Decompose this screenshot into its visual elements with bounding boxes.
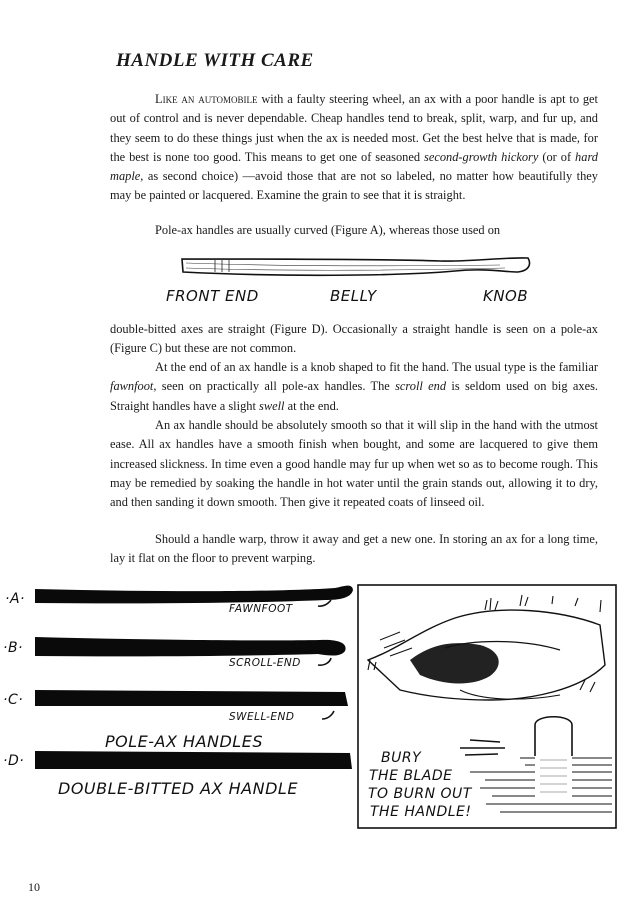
emphasis-fawnfoot: fawnfoot, bbox=[110, 379, 157, 394]
ax-handle-drawing bbox=[182, 258, 530, 275]
figure-label-d: ·D· bbox=[3, 753, 25, 769]
bury-caption-line-2: THE BLADE bbox=[369, 768, 453, 784]
paragraph-text: is seldom used on big axes. Straight handles have a slight bbox=[110, 379, 598, 413]
paragraph-text: as second choice) —avoid those that are not so labeled, no matter how beautifully they may be painted or lacquered. Examine the grain to see that it is straight. bbox=[110, 169, 598, 203]
paragraph-text: (or of bbox=[538, 149, 576, 164]
bury-caption-line-4: THE HANDLE! bbox=[370, 804, 472, 820]
emphasis-swell: swell bbox=[259, 398, 285, 413]
paragraph-warping: Should a handle warp, throw it away and get a new one. In storing an ax for a long time, lay it flat on the floor to prevent warping. bbox=[110, 532, 598, 566]
handle-diagram bbox=[166, 258, 530, 305]
label-belly: BELLY bbox=[330, 287, 377, 305]
paragraph-pole-ax: Pole-ax handles are usually curved (Figure A), whereas those used on bbox=[155, 223, 501, 237]
paragraph-pole-ax-continued: double-bitted axes are straight (Figure D). Occasionally a straight handle is seen on a pole-ax (Figure C) but these are not common. bbox=[110, 322, 598, 356]
caption-pole-ax-handles: POLE-AX HANDLES bbox=[105, 732, 263, 751]
label-front-end: FRONT END bbox=[166, 287, 259, 305]
paragraph-text: with a faulty steering wheel, an ax with a poor handle is apt to get out of control and is never dependable. Cheap handles tend to break, split, warp, and fur up, and they seem to do these things just when the ax is needed most. Get the best helve that is made, for the best is none too good. This means to get one of seasoned bbox=[110, 92, 598, 164]
handle-swell-end-drawing bbox=[35, 690, 348, 706]
lead-in: Like an automobile bbox=[155, 92, 258, 106]
figure-label-c: ·C· bbox=[3, 692, 24, 708]
paragraph-knob bbox=[110, 358, 598, 416]
label-scroll-end: SCROLL-END bbox=[229, 657, 301, 669]
label-fawnfoot: FAWNFOOT bbox=[229, 603, 293, 615]
paragraph-text: At the end of an ax handle is a knob shaped to fit the hand. The usual type is the familiar bbox=[155, 360, 598, 374]
paragraph-smoothness: An ax handle should be absolutely smooth so that it will slip in the hand with the utmost ease. All ax handles have a smooth finish when bought, and some are lacquered to give them increased slickness. In time even a good handle may fur up when wet so as to become rough. This may be remedied by soaking the handle in hot water until the grain stands out, allowing it to dry, and then sanding it down smooth. Then give it repeated coats of linseed oil. bbox=[110, 418, 598, 510]
figure-label-a: ·A· bbox=[5, 591, 25, 607]
paragraph-text: at the end. bbox=[284, 398, 339, 413]
label-knob: KNOB bbox=[483, 287, 529, 305]
emphasis-scroll-end: scroll end bbox=[395, 379, 447, 394]
handle-double-bitted-drawing bbox=[35, 751, 352, 769]
page-number: 10 bbox=[28, 880, 40, 894]
caption-double-bitted-handle: DOUBLE-BITTED AX HANDLE bbox=[58, 779, 298, 798]
emphasis-hickory: second-growth hickory bbox=[424, 149, 539, 164]
bury-caption-line-3: TO BURN OUT bbox=[368, 786, 472, 802]
paragraph-text: seen on practically all pole-ax handles. The bbox=[156, 379, 396, 394]
handle-fawnfoot-drawing bbox=[35, 586, 353, 604]
handle-scroll-end-drawing bbox=[35, 637, 346, 656]
label-swell-end: SWELL-END bbox=[229, 711, 295, 723]
page-title: HANDLE WITH CARE bbox=[116, 50, 314, 71]
emphasis-maple: hard maple, bbox=[110, 149, 598, 184]
bury-caption-line-1: BURY bbox=[381, 750, 422, 766]
figure-label-b: ·B· bbox=[3, 640, 24, 656]
bury-blade-illustration bbox=[358, 585, 616, 828]
handle-figures bbox=[3, 586, 353, 798]
